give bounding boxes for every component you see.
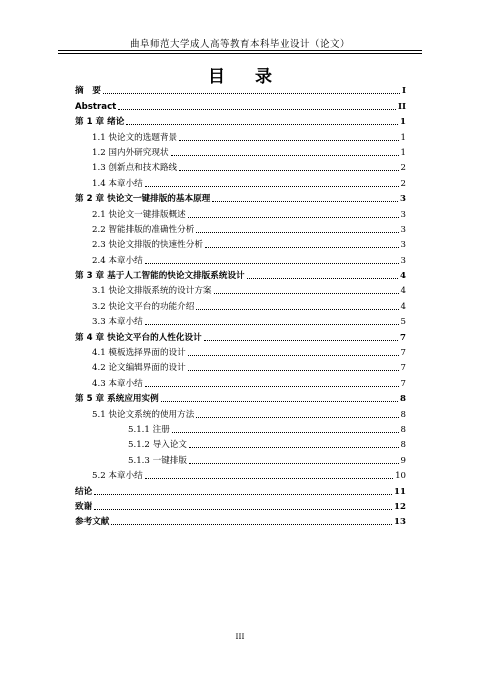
toc-entry[interactable] (75, 497, 406, 512)
dot-leader (94, 508, 392, 510)
toc-entry[interactable] (75, 512, 406, 527)
toc-entry-page: II (397, 101, 406, 112)
toc-entry[interactable] (75, 81, 406, 96)
dot-leader (145, 477, 393, 479)
toc-entry-label: 1.2 国内外研究现状 (92, 147, 169, 158)
toc-entry[interactable] (75, 327, 406, 342)
toc-entry-page: 2 (400, 178, 406, 189)
header-rule-thin (58, 53, 422, 54)
toc-entry-label: 第 5 章 系统应用实例 (75, 394, 159, 405)
dot-leader (179, 139, 398, 141)
dot-leader (118, 108, 396, 110)
toc-entry-page: 4 (400, 286, 406, 297)
toc-entry-page: 3 (400, 209, 406, 220)
toc-entry-page: 13 (394, 517, 406, 528)
dot-leader (111, 523, 392, 525)
toc-entry-page: 8 (400, 394, 406, 405)
toc-entry-label: 摘 要 (75, 86, 101, 97)
toc-entry-page: I (401, 86, 406, 97)
toc-entry[interactable] (75, 127, 406, 142)
toc-entry-label: 参考文献 (75, 517, 110, 528)
toc-entry-label: Abstract (75, 101, 117, 112)
toc-entry-page: 1 (400, 132, 406, 143)
dot-leader (196, 231, 398, 233)
toc-entry-label: 1.1 快论文的选题背景 (92, 132, 178, 143)
toc-entry[interactable] (75, 466, 406, 481)
dot-leader (94, 493, 392, 495)
toc-entry-page: 7 (400, 363, 406, 374)
table-of-contents (75, 81, 406, 527)
toc-entry-label: 2.4 本章小结 (92, 255, 143, 266)
toc-entry-page: 1 (400, 117, 406, 128)
dot-leader (179, 169, 398, 171)
toc-entry-page: 10 (395, 471, 406, 482)
toc-entry[interactable] (75, 420, 406, 435)
toc-entry-page: 4 (400, 271, 406, 282)
dot-leader (212, 200, 398, 202)
toc-entry[interactable] (75, 404, 406, 419)
toc-entry[interactable] (75, 450, 406, 465)
dot-leader (145, 185, 399, 187)
toc-entry-page: 8 (400, 440, 406, 451)
toc-entry-label: 结论 (75, 486, 93, 497)
toc-entry[interactable] (75, 435, 406, 450)
toc-title: 目 录 (208, 67, 284, 87)
toc-entry-page: 3 (400, 240, 406, 251)
toc-entry-label: 2.1 快论文一键排版概述 (92, 209, 186, 220)
toc-entry[interactable] (75, 143, 406, 158)
toc-entry[interactable] (75, 204, 406, 219)
toc-entry[interactable] (75, 158, 406, 173)
dot-leader (188, 369, 399, 371)
dot-leader (103, 92, 400, 94)
toc-entry-page: 3 (400, 194, 406, 205)
toc-entry-label: 1.3 创新点和技术路线 (92, 163, 178, 174)
dot-leader (204, 339, 398, 341)
toc-entry[interactable] (75, 220, 406, 235)
toc-entry-page: 7 (400, 378, 406, 389)
toc-entry-label: 5.2 本章小结 (92, 471, 143, 482)
dot-leader (196, 416, 398, 418)
toc-entry[interactable] (75, 96, 406, 111)
dot-leader (126, 123, 398, 125)
toc-entry[interactable] (75, 312, 406, 327)
toc-entry[interactable] (75, 358, 406, 373)
toc-entry-label: 第 4 章 快论文平台的人性化设计 (75, 332, 202, 343)
toc-entry-label: 3.3 本章小结 (92, 317, 143, 328)
dot-leader (196, 308, 398, 310)
toc-entry[interactable] (75, 112, 406, 127)
toc-entry-label: 4.1 模板选择界面的设计 (92, 348, 186, 359)
page-header: 曲阜师范大学成人高等教育本科毕业设计（论文） (129, 39, 350, 50)
toc-entry[interactable] (75, 343, 406, 358)
toc-entry[interactable] (75, 189, 406, 204)
toc-entry-page: 7 (400, 348, 406, 359)
dot-leader (171, 154, 399, 156)
toc-entry[interactable] (75, 481, 406, 496)
toc-entry[interactable] (75, 266, 406, 281)
toc-entry-label: 5.1.1 注册 (128, 424, 170, 435)
dot-leader (189, 462, 399, 464)
toc-entry[interactable] (75, 281, 406, 296)
toc-entry-label: 5.1 快论文系统的使用方法 (92, 409, 195, 420)
toc-entry-label: 5.1.2 导入论文 (128, 440, 187, 451)
toc-entry-page: 4 (400, 301, 406, 312)
toc-entry[interactable] (75, 250, 406, 265)
dot-leader (189, 446, 399, 448)
toc-entry-label: 第 2 章 快论文一键排版的基本原理 (75, 194, 211, 205)
toc-entry-page: 3 (400, 255, 406, 266)
dot-leader (161, 400, 398, 402)
dot-leader (172, 431, 399, 433)
toc-entry-page: 9 (400, 455, 406, 466)
toc-entry-page: 8 (400, 424, 406, 435)
toc-entry-label: 5.1.3 一键排版 (128, 455, 187, 466)
toc-entry-label: 3.2 快论文平台的功能介绍 (92, 301, 195, 312)
toc-entry-page: 8 (400, 409, 406, 420)
toc-entry-label: 4.2 论文编辑界面的设计 (92, 363, 186, 374)
toc-entry-label: 致谢 (75, 501, 93, 512)
dot-leader (145, 385, 399, 387)
toc-entry-page: 11 (394, 486, 406, 497)
toc-entry-page: 2 (400, 163, 406, 174)
toc-entry[interactable] (75, 373, 406, 388)
page-number: III (235, 632, 245, 641)
dot-leader (188, 216, 399, 218)
dot-leader (145, 262, 399, 264)
toc-entry-page: 12 (394, 501, 406, 512)
header-rule (58, 50, 422, 51)
dot-leader (205, 246, 399, 248)
toc-entry-label: 4.3 本章小结 (92, 378, 143, 389)
toc-entry-page: 5 (400, 317, 406, 328)
toc-entry-label: 3.1 快论文排版系统的设计方案 (92, 286, 212, 297)
toc-entry[interactable] (75, 235, 406, 250)
toc-entry-label: 第 1 章 绪论 (75, 117, 125, 128)
toc-entry-page: 1 (400, 147, 406, 158)
dot-leader (145, 323, 399, 325)
dot-leader (214, 292, 399, 294)
dot-leader (188, 354, 399, 356)
toc-entry-label: 第 3 章 基于人工智能的快论文排版系统设计 (75, 271, 245, 282)
toc-entry-label: 1.4 本章小结 (92, 178, 143, 189)
toc-entry-page: 7 (400, 332, 406, 343)
toc-entry[interactable] (75, 296, 406, 311)
toc-entry-label: 2.2 智能排版的准确性分析 (92, 224, 195, 235)
toc-entry[interactable] (75, 389, 406, 404)
toc-entry-page: 3 (400, 224, 406, 235)
toc-entry-label: 2.3 快论文排版的快速性分析 (92, 240, 203, 251)
toc-entry[interactable] (75, 173, 406, 188)
dot-leader (247, 277, 398, 279)
